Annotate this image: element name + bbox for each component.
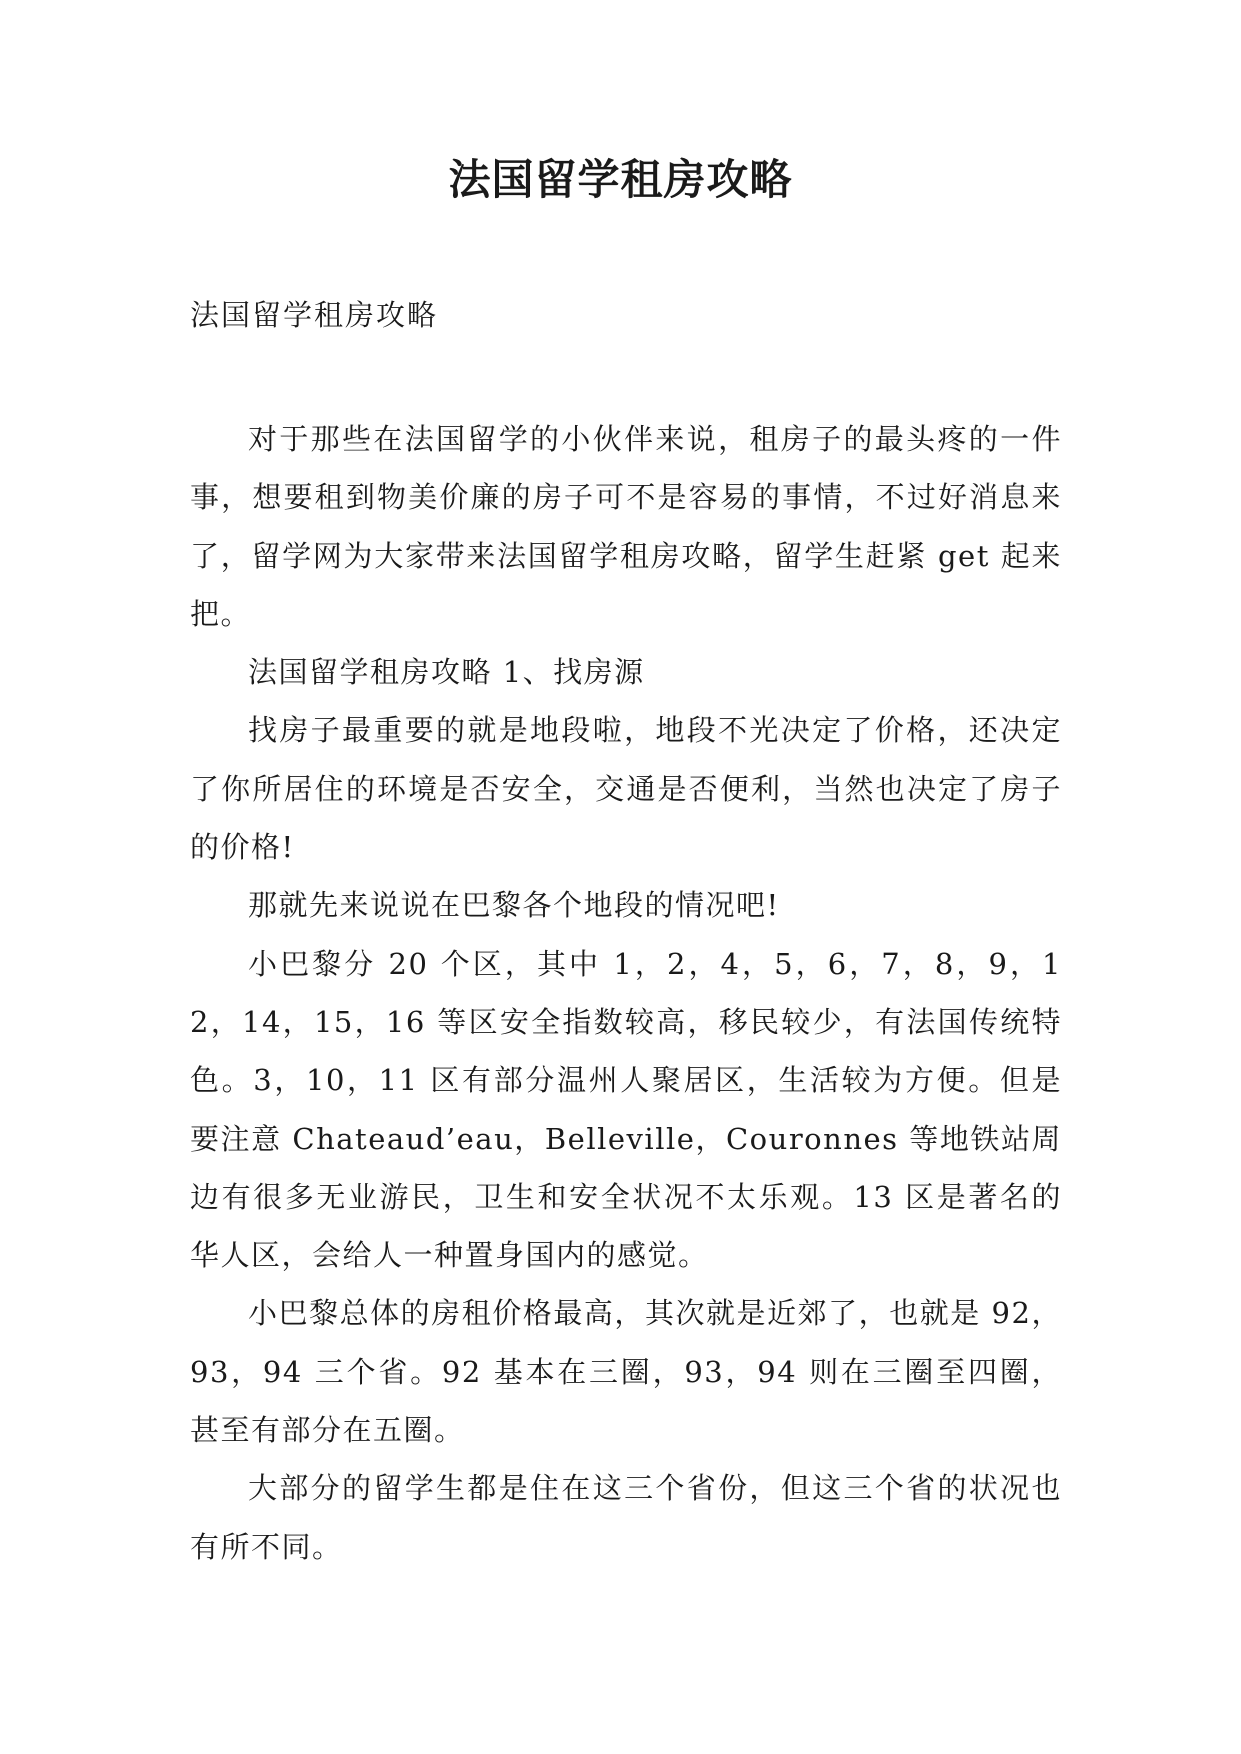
paragraph-districts: 小巴黎分 20 个区，其中 1，2，4，5，6，7，8，9，12，14，15，16 等区安全指数较高，移民较少，有法国传统特色。3，10，11 区有部分温州人聚居区，生活较为方便。但是要注意 Chateaud’eau，Belleville，Couronnes 等地铁站周边有很多无业游民，卫生和安全状况不太乐观。13 区是著名的华人区，会给人一种置身国内的感觉。 [190, 946, 1062, 1273]
page-title: 法国留学租房攻略 [448, 155, 793, 204]
paragraph-intro: 对于那些在法国留学的小伙伴来说，租房子的最头疼的一件事，想要租到物美价廉的房子可不是容易的事情，不过好消息来了，留学网为大家带来法国留学租房攻略，留学生赶紧 get 起来把。 [190, 422, 1062, 631]
section-heading: 法国留学租房攻略 1、找房源 [248, 655, 645, 690]
paragraph-provinces: 大部分的留学生都是住在这三个省份，但这三个省的状况也有所不同。 [190, 1471, 1062, 1564]
paragraph-location: 找房子最重要的就是地段啦，地段不光决定了价格，还决定了你所居住的环境是否安全，交通是否便利，当然也决定了房子的价格! [190, 713, 1062, 865]
document-subtitle: 法国留学租房攻略 [190, 298, 439, 332]
paragraph-paris-intro: 那就先来说说在巴黎各个地段的情况吧! [248, 888, 780, 923]
paragraph-rent-prices: 小巴黎总体的房租价格最高，其次就是近郊了，也就是 92，93，94 三个省。92 基本在三圈，93，94 则在三圈至四圈，甚至有部分在五圈。 [190, 1296, 1062, 1448]
document-body [190, 410, 1062, 1576]
